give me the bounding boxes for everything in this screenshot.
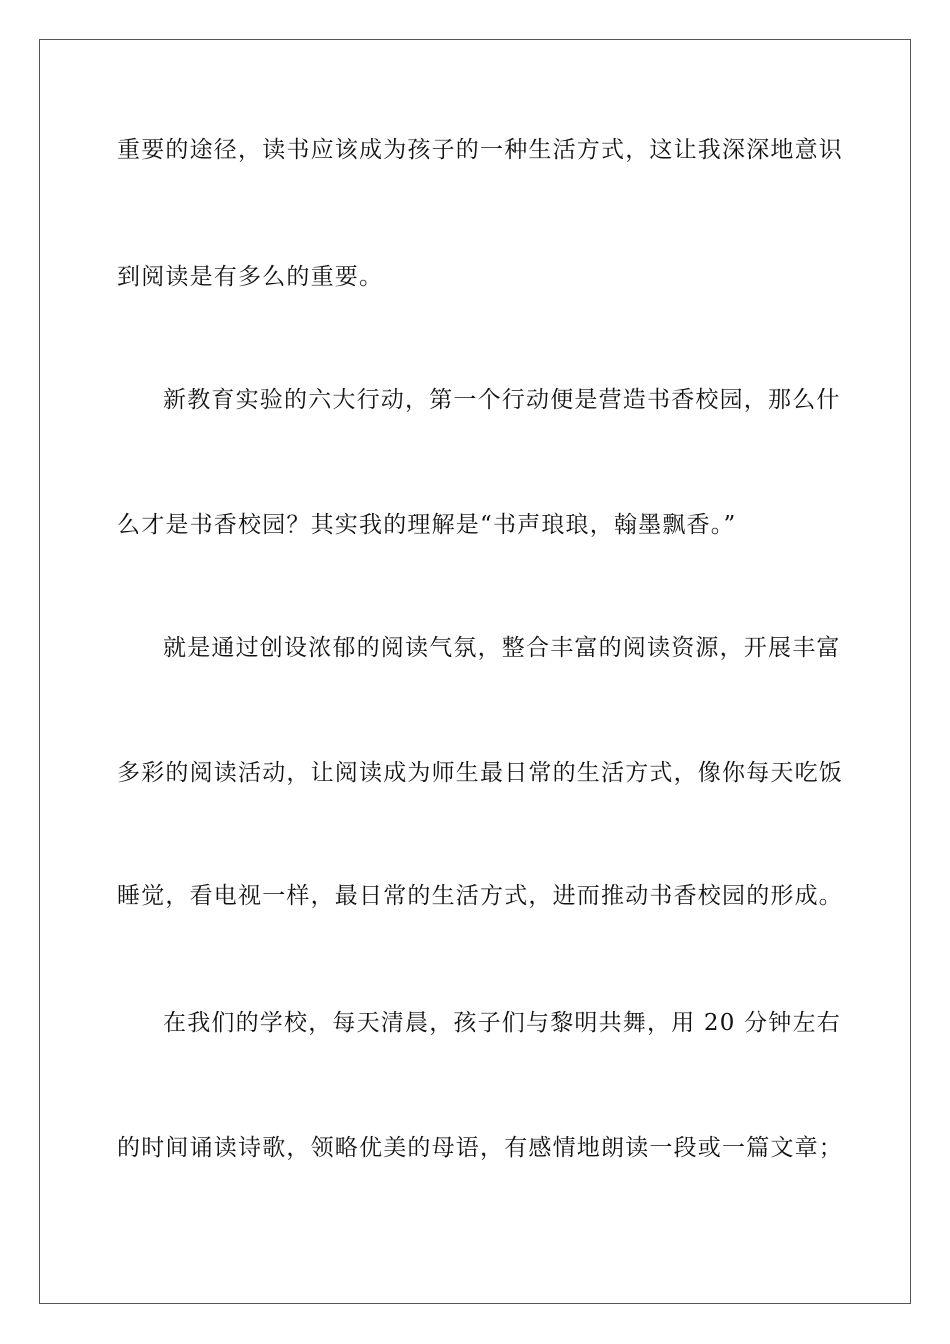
paragraph-line: 重要的途径，读书应该成为孩子的一种生活方式，这让我深深地意识: [117, 137, 843, 163]
paragraph-line: 的时间诵读诗歌，领略优美的母语，有感情地朗读一段或一篇文章；: [117, 1135, 843, 1161]
paragraph-line: 就是通过创设浓郁的阅读气氛，整合丰富的阅读资源，开展丰富: [163, 635, 841, 661]
paragraph-line: 么才是书香校园？其实我的理解是“书声琅琅，翰墨飘香。”: [117, 512, 737, 538]
page-border: [39, 39, 911, 1304]
paragraph-line: 睡觉，看电视一样，最日常的生活方式，进而推动书香校园的形成。: [117, 883, 843, 909]
paragraph-line: 多彩的阅读活动，让阅读成为师生最日常的生活方式，像你每天吃饭: [117, 760, 843, 786]
paragraph-line: 新教育实验的六大行动，第一个行动便是营造书香校园，那么什: [163, 387, 841, 413]
paragraph-line: 到阅读是有多么的重要。: [117, 264, 384, 290]
paragraph-line: 在我们的学校，每天清晨，孩子们与黎明共舞，用 20 分钟左右: [163, 1010, 841, 1036]
